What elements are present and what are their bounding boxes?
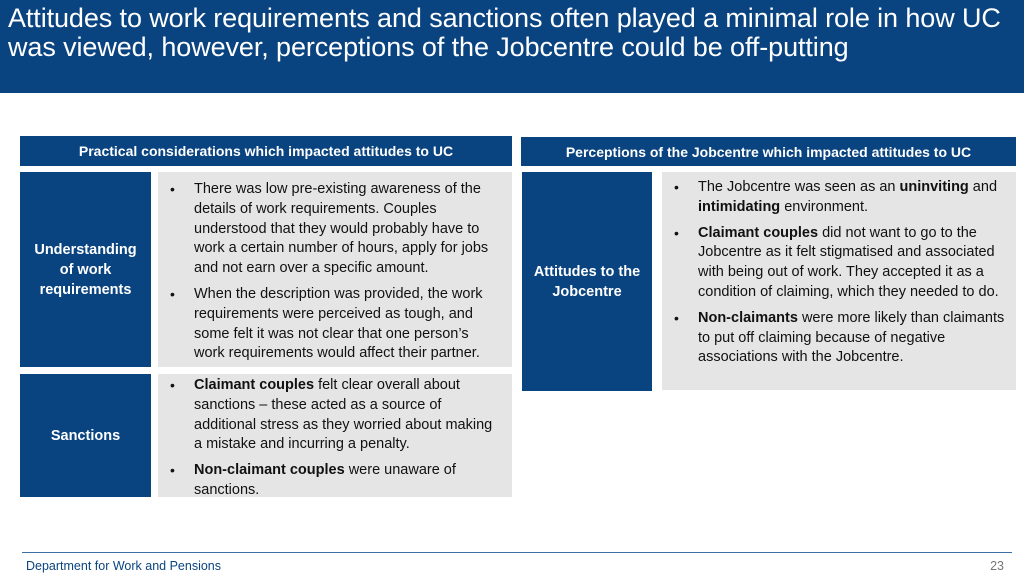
bullet-list — [672, 178, 1006, 368]
bullet-icon: • — [170, 181, 175, 197]
bullet-strong: uninviting — [899, 179, 969, 195]
slide-title: Attitudes to work requirements and sanctions often played a minimal role in how UC was viewed, however, perceptions of the Jobcentre could be off-putting — [8, 3, 1001, 62]
slide-header — [0, 0, 1024, 93]
list-item — [168, 376, 502, 455]
bullet-strong: intimidating — [698, 198, 781, 215]
content-attitudes-to-jobcentre — [662, 172, 1016, 390]
bullet-icon: • — [170, 285, 175, 302]
footer-organisation: Department for Work and Pensions — [26, 559, 222, 573]
bullet-text: The Jobcentre was seen as an — [698, 179, 900, 195]
list-item — [672, 309, 1006, 368]
bullet-strong: Non-claimant couples — [194, 462, 345, 479]
list-item — [672, 224, 1006, 303]
bullet-icon: • — [170, 377, 175, 393]
content-sanctions — [158, 374, 512, 497]
list-item — [168, 180, 502, 279]
label-text: Understanding of work requirements — [34, 241, 137, 298]
list-item — [168, 285, 502, 364]
bullet-strong: Claimant couples — [194, 377, 315, 393]
bullet-text: There was low pre-existing awareness of the details of work requirements. Couples understood that they would probably have to work a certain number of hours, apply for jobs and not earn over a specific amount. — [194, 181, 489, 277]
label-text: Sanctions — [50, 427, 121, 444]
label-text: Attitudes to the Jobcentre — [533, 263, 641, 300]
bullet-text: did not want to go to the Jobcentre as it felt stigmatised and associated with being out of work. They accepted it as a condition of claiming, which they needed to do. — [698, 224, 999, 300]
right-column-heading-text: Perceptions of the Jobcentre which impacted attitudes to UC — [565, 143, 972, 160]
bullet-text: When the description was provided, the work requirements were perceived as tough, and some felt it was not clear that one person’s work requirements would affect their partner. — [194, 285, 483, 362]
bullet-list — [168, 376, 502, 501]
label-attitudes-to-jobcentre — [522, 172, 652, 391]
bullet-text: were unaware of sanctions. — [194, 462, 456, 498]
bullet-icon: • — [674, 309, 679, 326]
bullet-text: felt clear overall about sanctions – these acted as a source of additional stress as they worried about making a mistake and incurring a penalty. — [194, 377, 493, 453]
footer-divider — [22, 552, 1012, 553]
content-understanding-work-requirements — [158, 172, 512, 367]
bullet-list — [168, 180, 502, 364]
label-sanctions — [20, 374, 151, 497]
list-item — [672, 178, 1006, 218]
bullet-text: and — [968, 179, 998, 195]
bullet-icon: • — [674, 224, 679, 241]
bullet-text: were more likely than claimants to put off claiming because of negative associations with the Jobcentre. — [698, 309, 1005, 366]
left-column-heading — [20, 136, 512, 166]
right-column-heading — [521, 137, 1016, 166]
bullet-text: environment. — [780, 198, 869, 215]
bullet-strong: Claimant couples — [698, 224, 819, 241]
bullet-icon: • — [674, 179, 679, 195]
list-item — [168, 461, 502, 501]
left-column-heading-text: Practical considerations which impacted attitudes to UC — [78, 143, 454, 159]
label-understanding-work-requirements — [20, 172, 151, 367]
page-number: 23 — [990, 559, 1004, 573]
bullet-icon: • — [170, 462, 175, 479]
bullet-strong: Non-claimants — [698, 309, 798, 326]
